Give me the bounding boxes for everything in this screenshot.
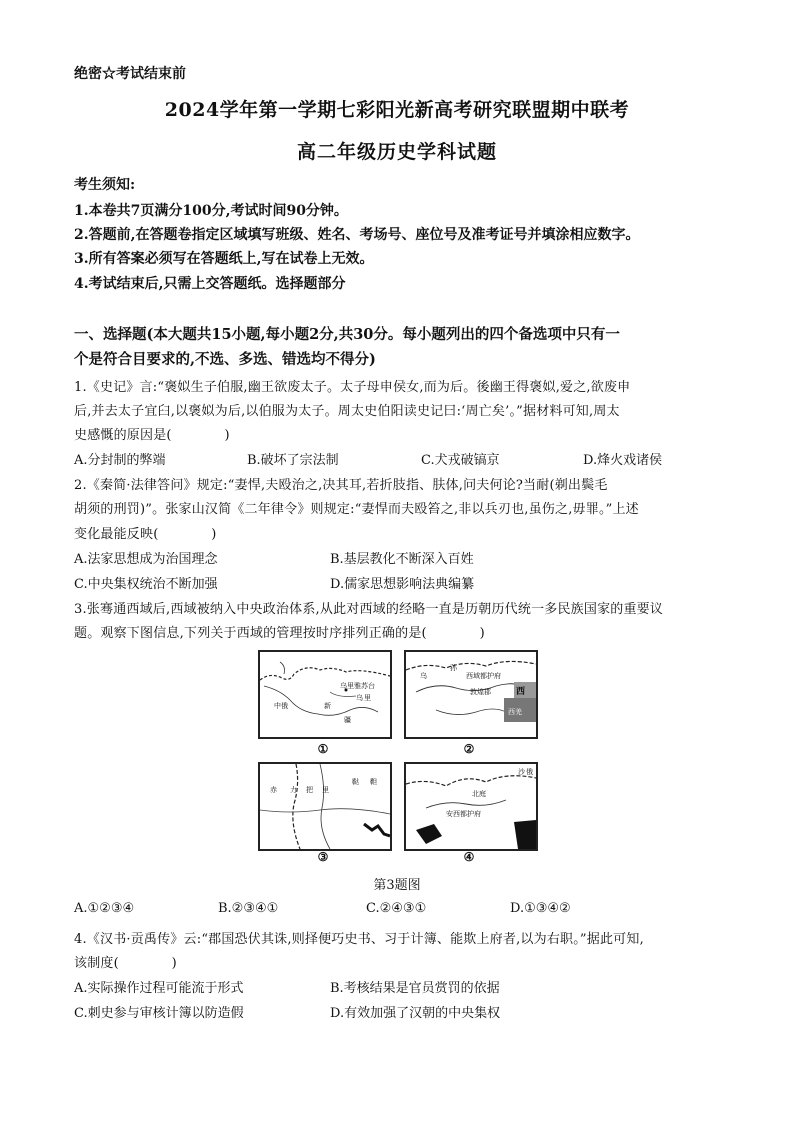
question-3-option-c: C.②④③①: [366, 901, 427, 916]
question-2-text: 2.《秦简·法律答问》规定:“妻悍,夫殴治之,决其耳,若折肢指、肤体,问夫何论?当耐(剃出鬓毛: [74, 478, 608, 493]
question-2-text: 变化最能反映( ): [74, 527, 217, 542]
map-4-label: 北庭: [472, 790, 486, 798]
map-2-label: 乌: [420, 672, 427, 680]
map-3-label: 赤: [270, 786, 277, 794]
question-4-option-a: A.实际操作过程可能流于形式: [74, 981, 244, 996]
exam-title: 2024学年第一学期七彩阳光新高考研究联盟期中联考: [164, 99, 630, 121]
map-1-label: 疆: [344, 716, 351, 724]
map-4-drawing: [406, 764, 536, 849]
map-2-label: 西羌: [508, 708, 522, 716]
map-4-label: 安西都护府: [446, 810, 481, 818]
question-3-option-d: D.①③④②: [510, 901, 571, 916]
map-1-label: 中俄: [274, 702, 288, 710]
map-4-number: ④: [463, 850, 475, 864]
question-1-option-d: D.烽火戏诸侯: [583, 453, 663, 468]
map-3-drawing: [260, 764, 390, 849]
figure-caption: 第3题图: [373, 878, 421, 893]
map-3-label: 靼: [370, 778, 377, 786]
notice-item: 1.本卷共7页满分100分,考试时间90分钟。: [74, 203, 348, 219]
map-3-number: ③: [317, 850, 329, 864]
question-1-text: 1.《史记》言:“褒姒生子伯服,幽王欲废太子。太子母申侯女,而为后。後幽王得褒姒,爱之,欲废申: [74, 380, 631, 395]
map-1-number: ①: [317, 742, 329, 756]
notice-item: 2.答题前,在答题卷指定区域填写班级、姓名、考场号、座位号及准考证号并填涂相应数字。: [74, 227, 640, 243]
question-1-text: 后,并去太子宜臼,以褒姒为后,以伯服为太子。周太史伯阳读史记曰:‘周亡矣’。”据材料可知,周太: [74, 404, 620, 419]
question-4-option-b: B.考核结果是官员赏罚的依据: [330, 981, 500, 996]
map-3-label: 把: [306, 786, 313, 794]
question-4-text: 4.《汉书·贡禹传》云:“郡国恐伏其诛,则择便巧史书、习于计簿、能欺上府者,以为右职。”据此可知,: [74, 932, 644, 947]
question-2-option-b: B.基层教化不断深入百姓: [330, 552, 474, 567]
map-2-number: ②: [463, 742, 475, 756]
map-3: [258, 762, 392, 851]
map-1-label: 乌: [356, 694, 363, 702]
map-1: [258, 650, 392, 739]
notice-item: 4.考试结束后,只需上交答题纸。选择题部分: [74, 276, 346, 292]
question-2-text: 胡须的刑罚)”。张家山汉简《二年律令》则规定:“妻悍而夫殴笞之,非以兵刃也,虽伤之,毋罪。”上述: [74, 502, 639, 517]
notice-item: 3.所有答案必须写在答题纸上,写在试卷上无效。: [74, 251, 374, 267]
question-1-text: 史感慨的原因是( ): [74, 428, 230, 443]
map-3-label: 力: [290, 786, 297, 794]
question-1-option-a: A.分封制的弊端: [74, 453, 166, 468]
question-3-text: 3.张骞通西域后,西域被纳入中央政治体系,从此对西域的经略一直是历朝历代统一多民族国家的重要议: [74, 602, 664, 617]
map-4-label: 俄: [526, 768, 533, 776]
map-2: [404, 650, 538, 739]
exam-subtitle: 高二年级历史学科试题: [296, 141, 497, 163]
question-4-option-d: D.有效加强了汉朝的中央集权: [330, 1006, 501, 1021]
map-2-label: 敦煌郡: [470, 688, 491, 696]
map-3-label: 里: [322, 786, 329, 794]
question-4-text: 该制度( ): [74, 956, 177, 971]
question-3-text: 题。观察下图信息,下列关于西域的管理按时序排列正确的是( ): [74, 626, 485, 641]
question-1-option-b: B.破坏了宗法制: [247, 453, 339, 468]
section-heading-cont: 个是符合目要求的,不选、多选、错选均不得分): [74, 351, 376, 368]
map-1-label: 里: [364, 694, 371, 702]
question-2-option-c: C.中央集权统治不断加强: [74, 577, 218, 592]
map-1-label: 乌里雅苏台: [340, 682, 375, 690]
map-4-label: 沙: [518, 768, 525, 776]
map-3-label: 鞑: [352, 778, 359, 786]
question-4-option-c: C.刺史参与审核计簿以防造假: [74, 1006, 244, 1021]
question-3-option-b: B.②③④①: [218, 901, 279, 916]
map-2-label: 西: [516, 687, 526, 697]
notice-heading: 考生须知:: [74, 177, 136, 193]
map-2-drawing: [406, 652, 536, 737]
question-2-option-a: A.法家思想成为治国理念: [74, 552, 218, 567]
map-4: [404, 762, 538, 851]
map-1-drawing: [260, 652, 390, 737]
question-3-option-a: A.①②③④: [74, 901, 135, 916]
question-2-option-d: D.儒家思想影响法典编纂: [330, 577, 475, 592]
map-1-label: 新: [324, 702, 331, 710]
map-2-label: 孙: [450, 664, 457, 672]
question-3-figure: [256, 650, 540, 864]
confidential-label: 绝密☆考试结束前: [74, 66, 186, 82]
map-2-label: 西域都护府: [466, 672, 501, 680]
question-1-option-c: C.犬戎破镐京: [421, 453, 500, 468]
section-heading: 一、选择题(本大题共15小题,每小题2分,共30分。每小题列出的四个备选项中只有一: [74, 326, 620, 343]
